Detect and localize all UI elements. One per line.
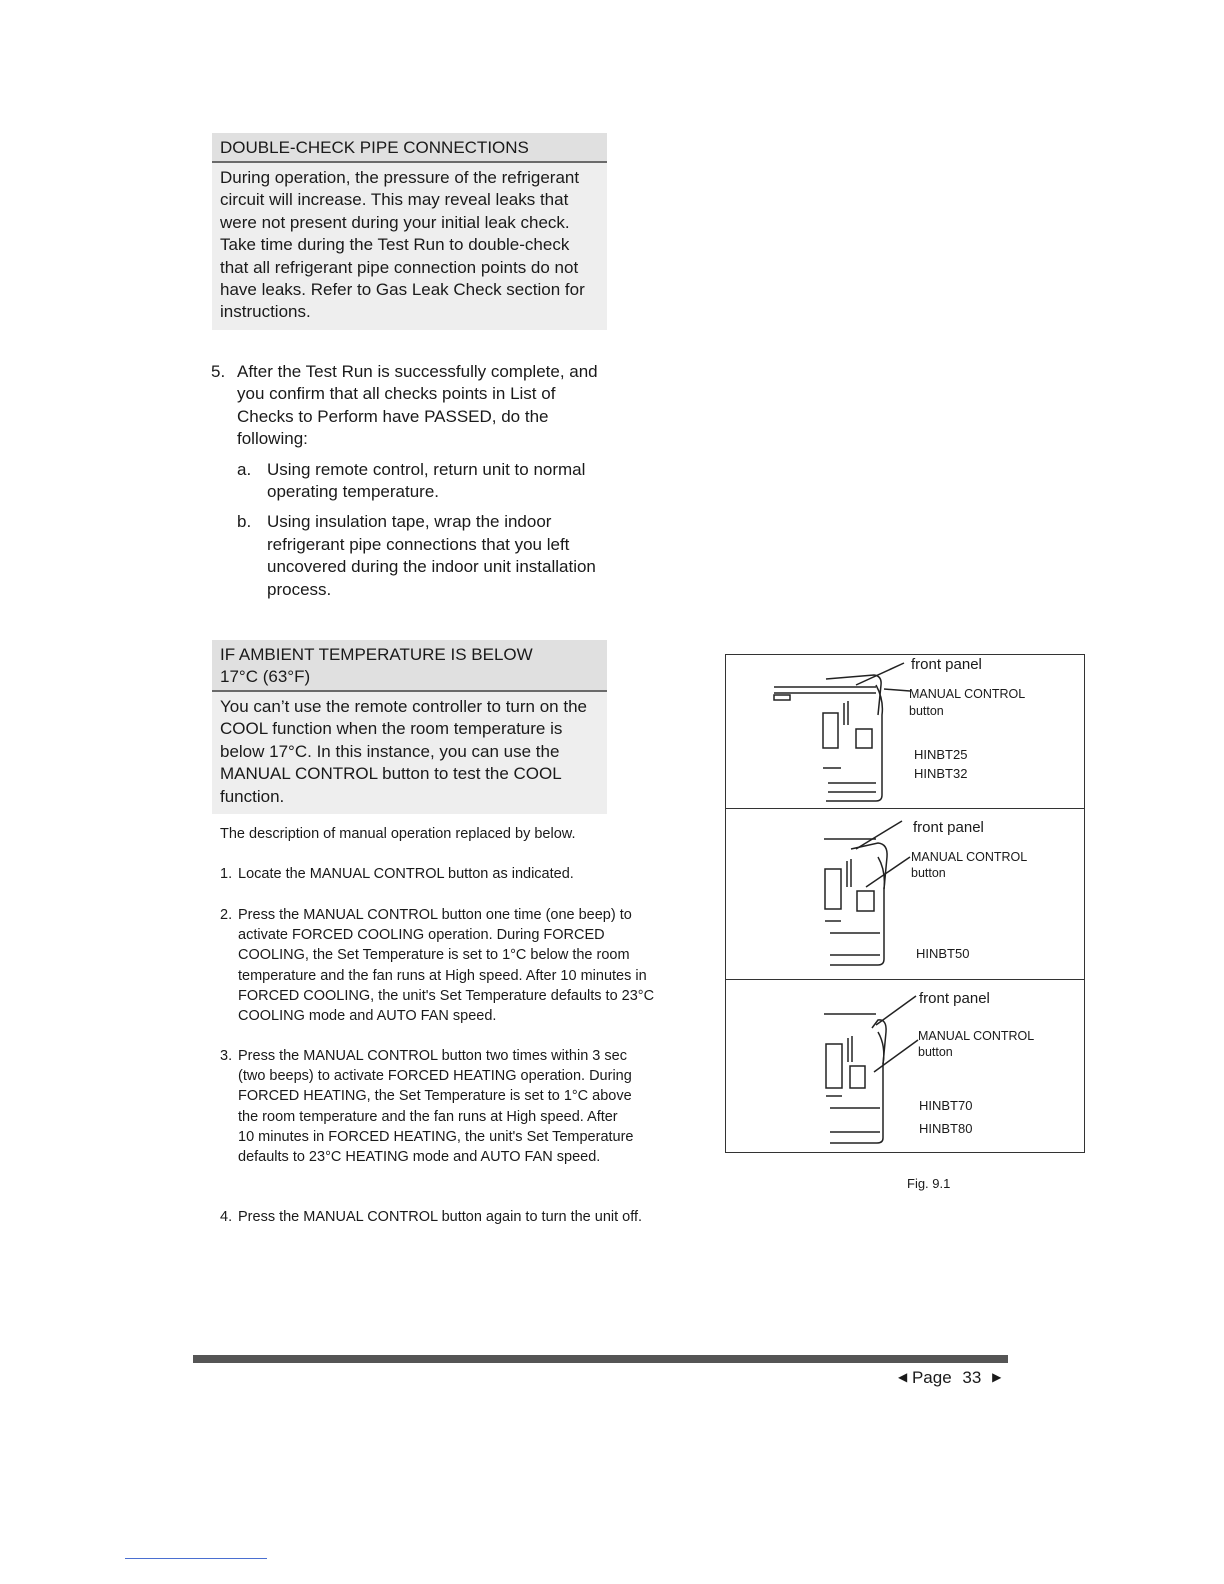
footer-divider [193,1355,1008,1363]
footnote-link-underline [125,1558,267,1559]
step-5b-letter: b. [237,512,252,532]
figure-panel-3 [726,979,1084,1152]
indoor-unit-illustration-2 [726,809,1084,980]
manual-item-text: Press the MANUAL CONTROL button again to turn the unit off. [238,1209,643,1225]
figure-caption: Fig. 9.1 [907,1176,951,1191]
step-5a-letter: a. [237,459,252,479]
step-5-text: After the Test Run is successfully complete, and you confirm that all checks points in List of Checks to Perform have PASSED, do the following: [237,362,598,449]
figure-9-1 [725,654,1085,1153]
ambient-temperature-box [212,640,607,814]
page-indicator [898,1368,1001,1388]
manual-item-text: Press the MANUAL CONTROL button one time (one beep) to activate FORCED COOLING operation. During FORCED COOLING, the Set Temperature is set to 1°C below the room temperature and the fan runs at High speed. After 10 minutes in FORCED COOLING, the unit's Set Temperature defaults to 23°C COOLING mode and AUTO FAN speed. [238,907,655,1025]
manual-control-label: MANUAL CONTROL [911,850,1028,864]
manual-item-text: Locate the MANUAL CONTROL button as indicated. [238,866,574,882]
manual-item-number: 4. [220,1209,233,1225]
step-5b [237,511,611,601]
button-label: button [909,704,944,718]
manual-item-number: 1. [220,866,233,882]
manual-item-text: Press the MANUAL CONTROL button two times within 3 sec (two beeps) to activate FORCED HEATING operation. During FORCED HEATING, the Set Temperature is set to 1°C above the room temperature and the fan runs at High speed. After 10 minutes in FORCED HEATING, the unit's Set Temperature defaults to 23°C HEATING mode and AUTO FAN speed. [238,1048,634,1166]
manual-intro: The description of manual operation replaced by below. [220,826,576,842]
previous-page-icon[interactable]: ◀ [898,1370,908,1384]
page-label: Page [911,1368,952,1387]
manual-item-1 [220,864,665,884]
front-panel-label: front panel [919,990,990,1007]
manual-item-4 [220,1207,665,1227]
ambient-temperature-body: You can’t use the remote controller to turn on the COOL function when the room temperature is below 17°C. In this instance, you can use the MANUAL CONTROL button to test the COOL function. [220,697,587,806]
model-label: HINBT50 [916,946,970,961]
ambient-temperature-heading: IF AMBIENT TEMPERATURE IS BELOW 17°C (63°F) [212,640,607,692]
double-check-heading: DOUBLE-CHECK PIPE CONNECTIONS [212,133,607,163]
figure-panel-2 [726,808,1084,980]
next-page-icon[interactable]: ▶ [992,1370,1002,1384]
model-label: HINBT80 [919,1121,973,1136]
step-5a-text: Using remote control, return unit to normal operating temperature. [267,459,586,502]
manual-item-number: 3. [220,1048,233,1064]
manual-control-label: MANUAL CONTROL [909,687,1026,701]
indoor-unit-illustration-1 [726,655,1084,808]
double-check-box [212,133,607,330]
step-5b-text: Using insulation tape, wrap the indoor refrigerant pipe connections that you left uncovered during the indoor unit installation process. [267,512,596,599]
model-label: HINBT32 [914,766,968,781]
figure-panel-1 [726,655,1084,808]
manual-item-number: 2. [220,907,233,923]
button-label: button [918,1045,953,1059]
page-number: 33 [962,1368,982,1387]
model-label: HINBT25 [914,747,968,762]
model-label: HINBT70 [919,1098,973,1113]
manual-item-2 [220,905,665,1026]
front-panel-label: front panel [911,656,982,673]
front-panel-label: front panel [913,819,984,836]
manual-item-3 [220,1046,665,1167]
step-5a [237,459,611,504]
step-5 [211,361,611,601]
manual-control-label: MANUAL CONTROL [918,1029,1035,1043]
button-label: button [911,866,946,880]
double-check-body: During operation, the pressure of the refrigerant circuit will increase. This may reveal leaks that were not present during your initial leak check. Take time during the Test Run to double-check that all refrigerant pipe connection points do not have leaks. Refer to Gas Leak Check section for instructions. [220,168,585,322]
indoor-unit-illustration-3 [726,980,1084,1152]
step-5-number: 5. [211,362,226,381]
